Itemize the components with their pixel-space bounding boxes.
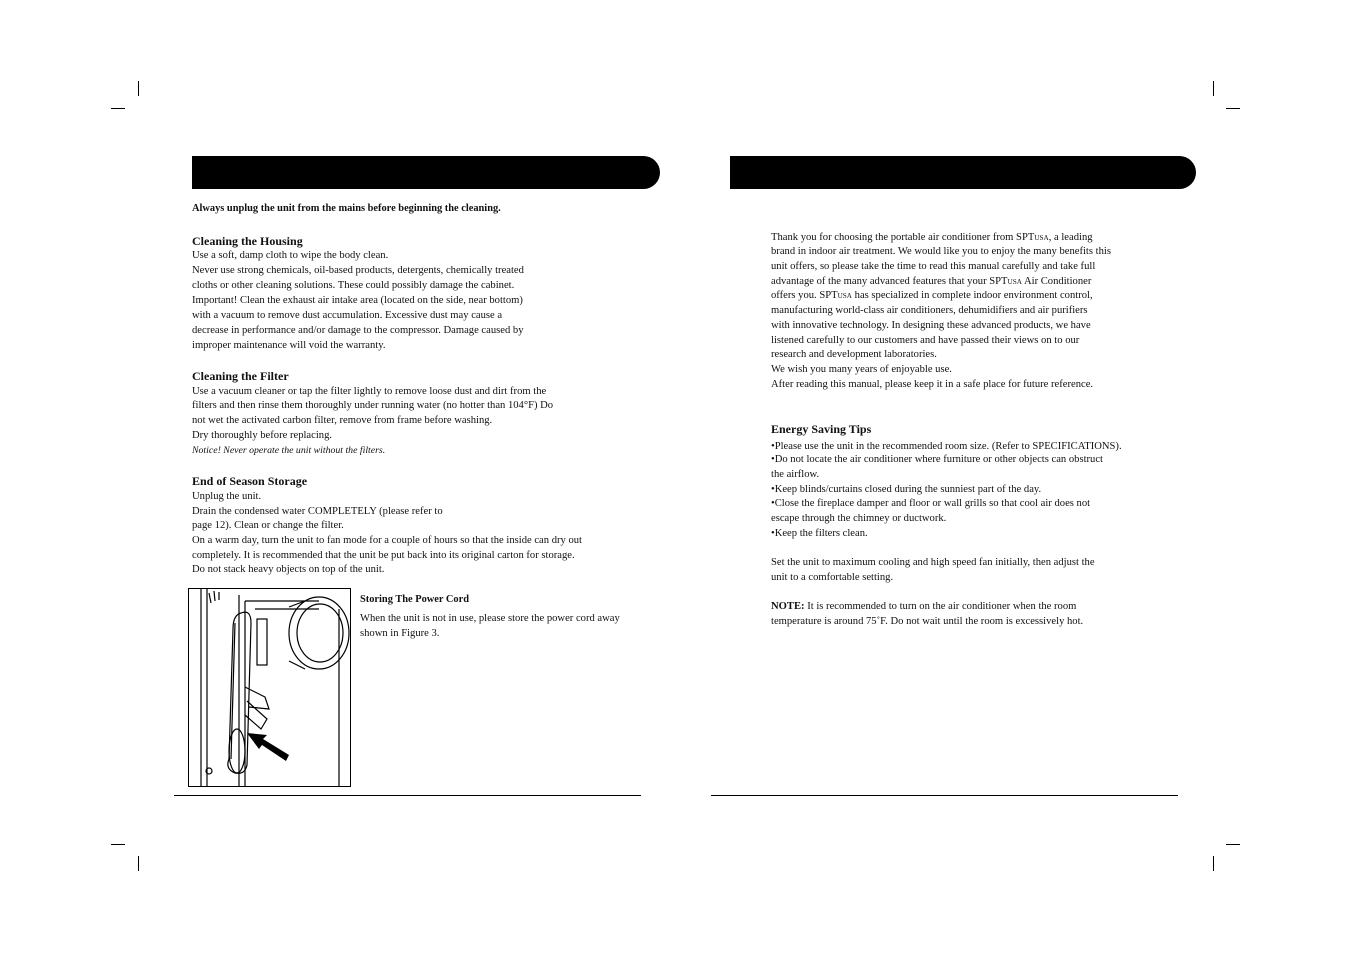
filter-line: not wet the activated carbon filter, remove from frame before washing. bbox=[192, 415, 493, 426]
intro-line: unit offers, so please take the time to read this manual carefully and take full bbox=[771, 261, 1096, 272]
setting-line: unit to a comfortable setting. bbox=[771, 572, 894, 583]
crop-mark bbox=[1226, 108, 1240, 109]
usa-subscript: USA bbox=[1034, 234, 1049, 242]
intro-line: brand in indoor air treatment. We would like you to enjoy the many benefits this bbox=[771, 246, 1111, 257]
storage-line: Unplug the unit. bbox=[192, 491, 262, 502]
note-line: temperature is around 75˚F. Do not wait until the room is excessively hot. bbox=[771, 616, 1084, 627]
left-footer-rule bbox=[174, 795, 641, 796]
storage-line: Do not stack heavy objects on top of the unit. bbox=[192, 564, 385, 575]
power-cord-illustration bbox=[189, 589, 351, 787]
intro-line: Thank you for choosing the portable air conditioner from SPTUSA, a leading bbox=[771, 232, 1093, 243]
housing-line: Use a soft, damp cloth to wipe the body clean. bbox=[192, 250, 389, 261]
crop-mark bbox=[1213, 856, 1214, 871]
crop-mark bbox=[111, 108, 125, 109]
housing-line: Never use strong chemicals, oil-based products, detergents, chemically treated bbox=[192, 265, 524, 276]
setting-line: Set the unit to maximum cooling and high speed fan initially, then adjust the bbox=[771, 557, 1095, 568]
storage-line: completely. It is recommended that the unit be put back into its original carton for storage. bbox=[192, 550, 575, 561]
power-cord-line: shown in Figure 3. bbox=[360, 628, 440, 639]
crop-mark bbox=[111, 844, 125, 845]
power-cord-figure bbox=[188, 588, 351, 787]
intro-line: After reading this manual, please keep it in a safe place for future reference. bbox=[771, 379, 1094, 390]
cleaning-housing-heading: Cleaning the Housing bbox=[192, 234, 303, 248]
housing-line: cloths or other cleaning solutions. These could possibly damage the cabinet. bbox=[192, 280, 515, 291]
intro-line: We wish you many years of enjoyable use. bbox=[771, 364, 952, 375]
crop-mark bbox=[138, 81, 139, 96]
crop-mark bbox=[138, 856, 139, 871]
filter-line: Dry thoroughly before replacing. bbox=[192, 430, 333, 441]
energy-tip-line: •Keep blinds/curtains closed during the sunniest part of the day. bbox=[771, 484, 1042, 495]
power-cord-heading: Storing The Power Cord bbox=[360, 594, 470, 605]
filter-line: filters and then rinse them thoroughly under running water (no hotter than 104°F) Do bbox=[192, 400, 554, 411]
unplug-warning: Always unplug the unit from the mains before beginning the cleaning. bbox=[192, 203, 501, 214]
right-header-banner bbox=[730, 156, 1196, 189]
energy-tip-line: •Close the fireplace damper and floor or wall grills so that cool air does not bbox=[771, 498, 1091, 509]
cleaning-filter-heading: Cleaning the Filter bbox=[192, 369, 289, 383]
intro-line: research and development laboratories. bbox=[771, 349, 937, 360]
usa-subscript: USA bbox=[1007, 278, 1022, 286]
note-line: NOTE: It is recommended to turn on the air conditioner when the room bbox=[771, 601, 1077, 612]
usa-subscript: USA bbox=[837, 292, 852, 300]
housing-line: with a vacuum to remove dust accumulation. Excessive dust may cause a bbox=[192, 310, 503, 321]
storage-heading: End of Season Storage bbox=[192, 474, 308, 488]
energy-tip-line: •Do not locate the air conditioner where furniture or other objects can obstruct bbox=[771, 454, 1103, 465]
housing-line: decrease in performance and/or damage to the compressor. Damage caused by bbox=[192, 325, 524, 336]
crop-mark bbox=[1226, 844, 1240, 845]
energy-saving-heading: Energy Saving Tips bbox=[771, 422, 872, 436]
right-footer-rule bbox=[711, 795, 1178, 796]
filter-line: Use a vacuum cleaner or tap the filter lightly to remove loose dust and dirt from the bbox=[192, 386, 547, 397]
storage-line: page 12). Clean or change the filter. bbox=[192, 520, 344, 531]
housing-line: improper maintenance will void the warranty. bbox=[192, 340, 386, 351]
intro-line: with innovative technology. In designing these advanced products, we have bbox=[771, 320, 1091, 331]
filter-notice: Notice! Never operate the unit without the filters. bbox=[192, 445, 386, 456]
housing-line: Important! Clean the exhaust air intake area (located on the side, near bottom) bbox=[192, 295, 523, 306]
energy-tip-line: •Keep the filters clean. bbox=[771, 528, 868, 539]
note-label: NOTE: bbox=[771, 601, 805, 612]
storage-line: Drain the condensed water COMPLETELY (please refer to bbox=[192, 506, 443, 517]
energy-tip-line: •Please use the unit in the recommended room size. (Refer to SPECIFICATIONS). bbox=[771, 441, 1122, 452]
storage-line: On a warm day, turn the unit to fan mode for a couple of hours so that the inside can dry out bbox=[192, 535, 583, 546]
left-header-banner bbox=[192, 156, 660, 189]
intro-line: listened carefully to our customers and have passed their views on to our bbox=[771, 335, 1080, 346]
intro-line: offers you. SPTUSA has specialized in complete indoor environment control, bbox=[771, 290, 1093, 301]
crop-mark bbox=[1213, 81, 1214, 96]
intro-line: advantage of the many advanced features that your SPTUSA Air Conditioner bbox=[771, 276, 1092, 287]
power-cord-line: When the unit is not in use, please store the power cord away bbox=[360, 613, 620, 624]
energy-tip-line: escape through the chimney or ductwork. bbox=[771, 513, 947, 524]
intro-line: manufacturing world-class air conditioners, dehumidifiers and air purifiers bbox=[771, 305, 1088, 316]
energy-tip-line: the airflow. bbox=[771, 469, 820, 480]
